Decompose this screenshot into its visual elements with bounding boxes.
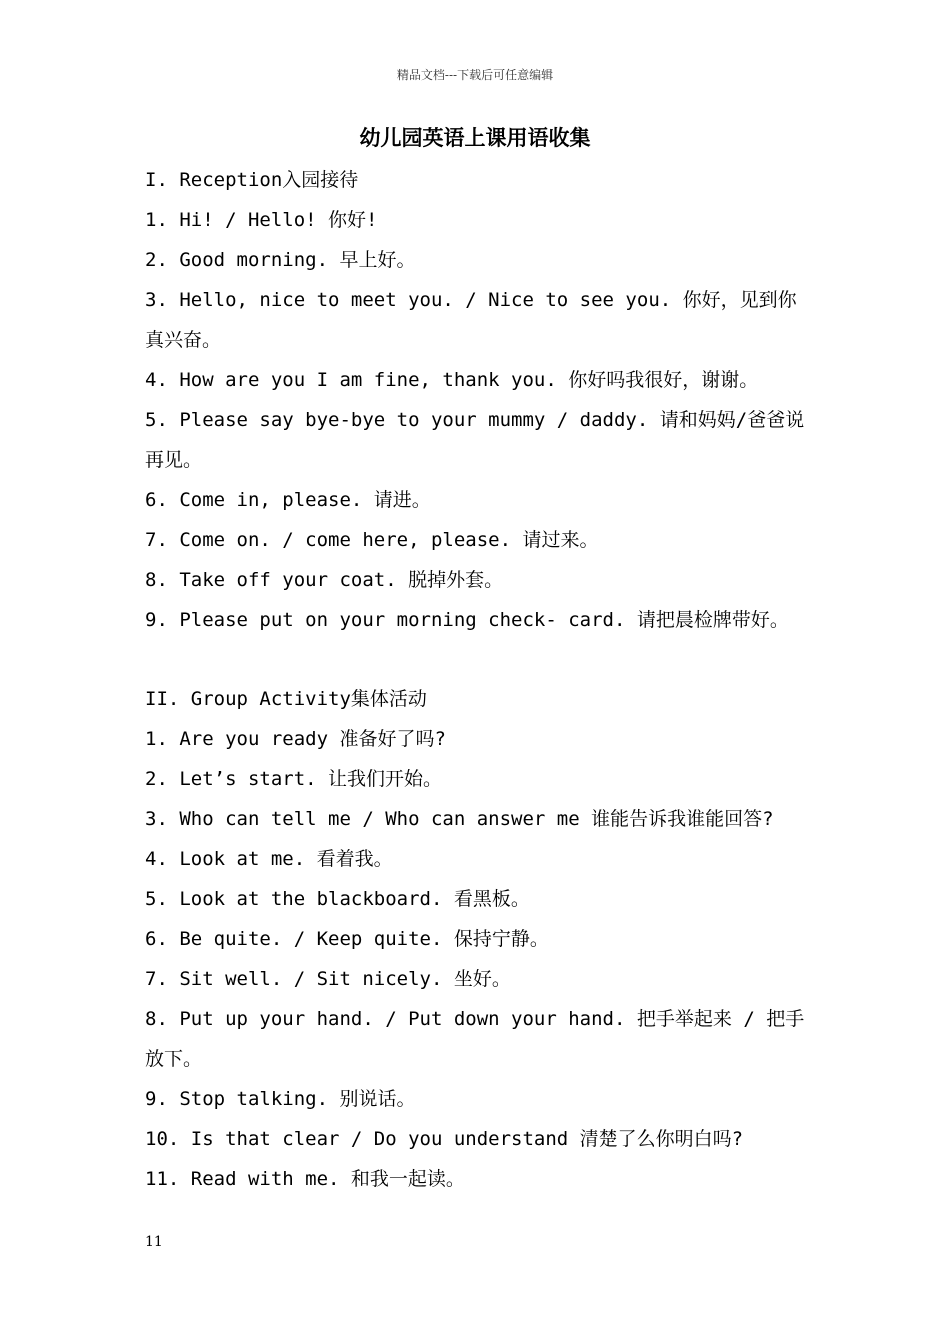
list-item: 5. Look at the blackboard. 看黑板。 (145, 888, 530, 910)
list-item: 5. Please say bye-bye to your mummy / daddy. 请和妈妈/爸爸说再见。 (145, 409, 805, 471)
list-item: 3. Hello, nice to meet you. / Nice to see you. 你好，见到你真兴奋。 (145, 289, 797, 351)
section-group-activity (145, 679, 810, 1199)
list-item: 7. Come on. / come here, please. 请过来。 (145, 529, 599, 551)
list-item: 9. Please put on your morning check- card. 请把晨检牌带好。 (145, 609, 789, 631)
list-item: 4. How are you I am fine, thank you. 你好吗我很好，谢谢。 (145, 369, 759, 391)
list-item: 6. Come in, please. 请进。 (145, 489, 431, 511)
list-item: 9. Stop talking. 别说话。 (145, 1088, 416, 1110)
list-item: 2. Let’s start. 让我们开始。 (145, 768, 443, 790)
list-item: 7. Sit well. / Sit nicely. 坐好。 (145, 968, 511, 990)
list-item: 1. Hi! / Hello! 你好! (145, 209, 378, 231)
list-item: 8. Take off your coat. 脱掉外套。 (145, 569, 504, 591)
document-title: 幼儿园英语上课用语收集 (359, 126, 591, 150)
list-item: 11. Read with me. 和我一起读。 (145, 1168, 465, 1190)
list-item: 10. Is that clear / Do you understand 清楚了么你明白吗? (145, 1128, 744, 1150)
document-body (145, 160, 810, 1199)
list-item: 8. Put up your hand. / Put down your hand. 把手举起来 / 把手放下。 (145, 1008, 805, 1070)
page-number: 11 (145, 1234, 163, 1250)
header-note: 精品文档---下载后可任意编辑 (396, 68, 554, 82)
list-item: 4. Look at me. 看着我。 (145, 848, 393, 870)
section-heading: I. Reception入园接待 (145, 169, 359, 191)
list-item: 2. Good morning. 早上好。 (145, 249, 416, 271)
list-item: 1. Are you ready 准备好了吗? (145, 728, 446, 750)
section-reception (145, 160, 810, 640)
section-heading: II. Group Activity集体活动 (145, 688, 427, 710)
list-item: 3. Who can tell me / Who can answer me 谁能告诉我谁能回答? (145, 808, 774, 830)
list-item: 6. Be quite. / Keep quite. 保持宁静。 (145, 928, 549, 950)
